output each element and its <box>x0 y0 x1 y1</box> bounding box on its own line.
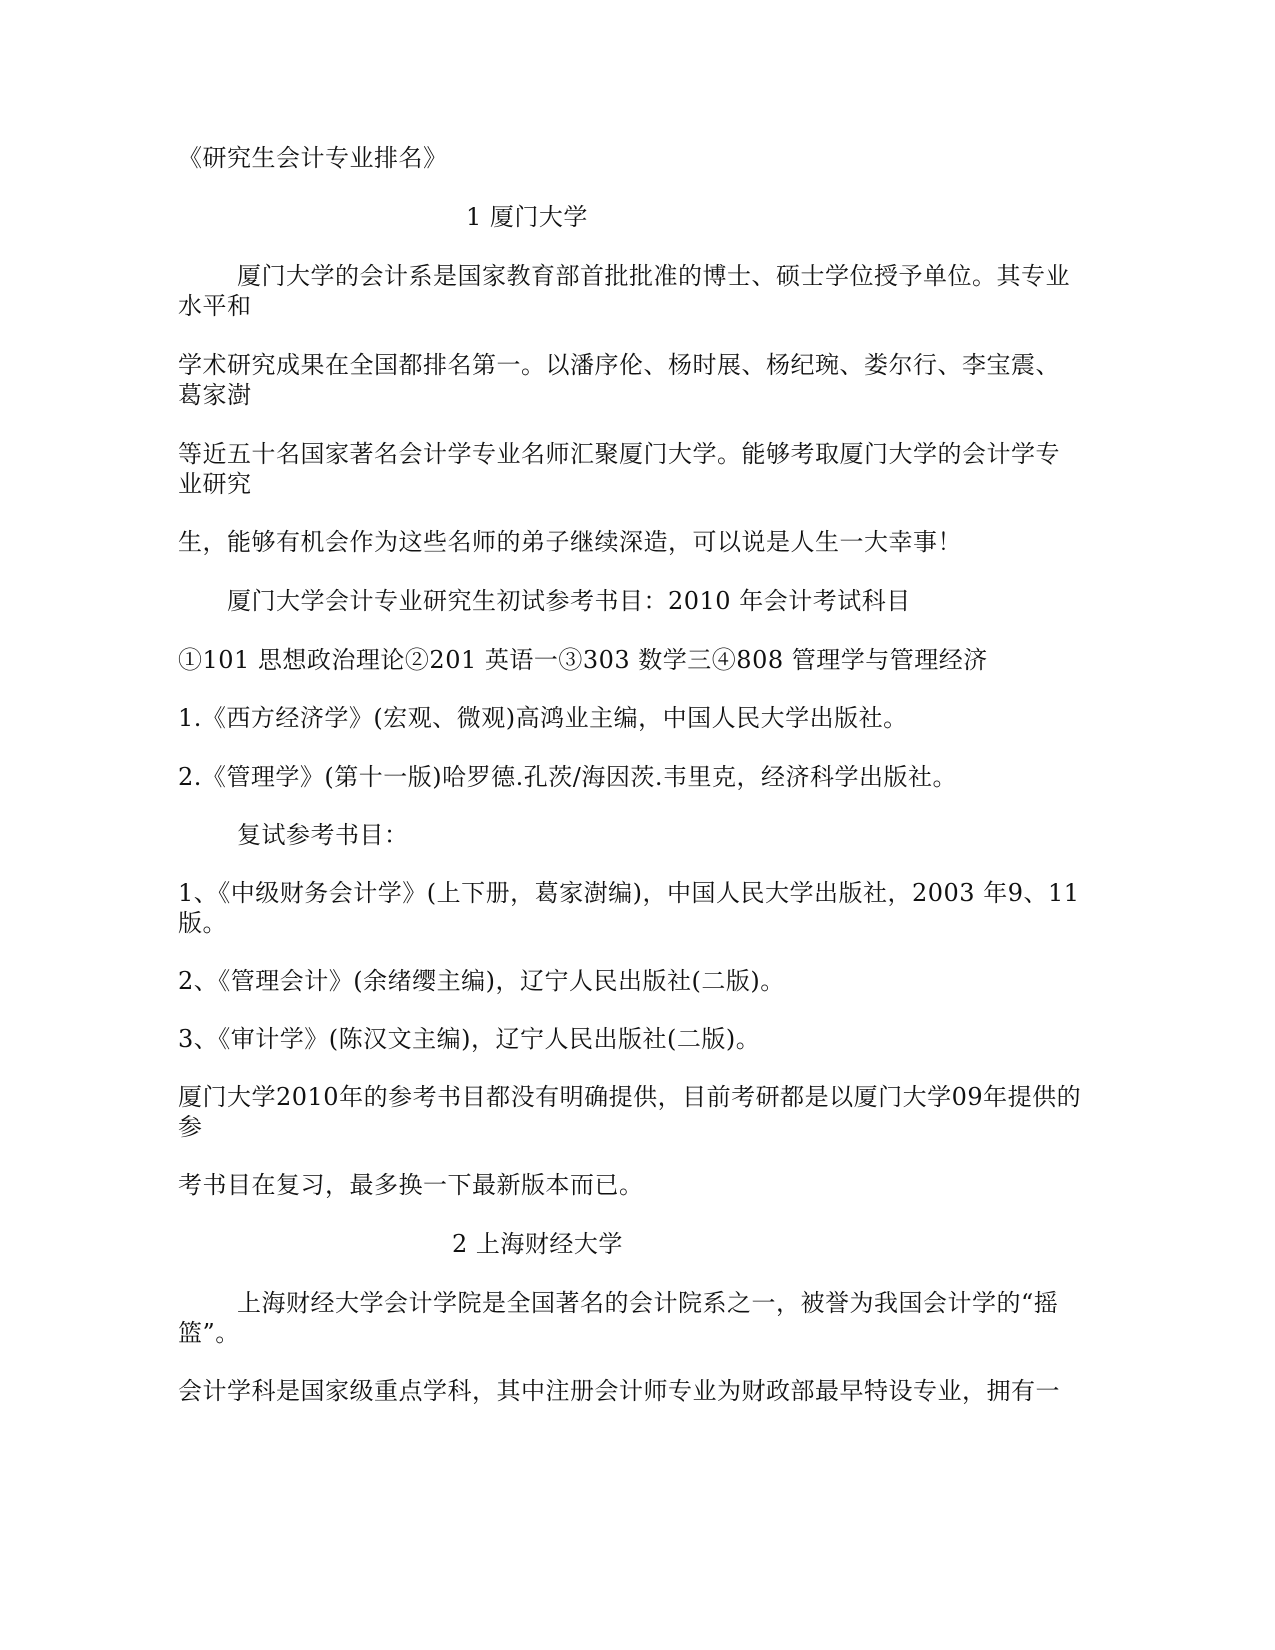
paragraph-line: ①101 思想政治理论②201 英语一③303 数学三④808 管理学与管理经济 <box>178 646 988 674</box>
paragraph-line: 葛家澍 <box>178 381 252 409</box>
paragraph-line: 厦门大学的会计系是国家教育部首批批准的博士、硕士学位授予单位。其专业 <box>237 262 1070 290</box>
section-heading-2: 2 上海财经大学 <box>452 1230 623 1258</box>
paragraph-line: 参 <box>178 1113 203 1141</box>
paragraph-line: 上海财经大学会计学院是全国著名的会计院系之一，被誉为我国会计学的“摇 <box>237 1289 1059 1317</box>
paragraph-line: 考书目在复习，最多换一下最新版本而已。 <box>178 1171 644 1199</box>
paragraph-line: 等近五十名国家著名会计学专业名师汇聚厦门大学。能够考取厦门大学的会计学专 <box>178 440 1060 468</box>
paragraph-line: 厦门大学2010年的参考书目都没有明确提供，目前考研都是以厦门大学09年提供的 <box>178 1083 1082 1111</box>
paragraph-line: 1.《西方经济学》(宏观、微观)高鸿业主编，中国人民大学出版社。 <box>178 704 908 732</box>
paragraph-line: 会计学科是国家级重点学科，其中注册会计师专业为财政部最早特设专业，拥有一 <box>178 1377 1060 1405</box>
paragraph-line: 业研究 <box>178 470 252 498</box>
paragraph-line: 版。 <box>178 909 227 937</box>
paragraph-line: 水平和 <box>178 292 252 320</box>
section-heading-1: 1 厦门大学 <box>466 203 588 231</box>
paragraph-line: 生，能够有机会作为这些名师的弟子继续深造，可以说是人生一大幸事！ <box>178 528 962 556</box>
paragraph-line: 3、《审计学》(陈汉文主编)，辽宁人民出版社(二版)。 <box>178 1025 761 1053</box>
paragraph-line: 篮”。 <box>178 1319 240 1347</box>
paragraph-line: 复试参考书目： <box>237 821 409 849</box>
paragraph-line: 1、《中级财务会计学》(上下册，葛家澍编)，中国人民大学出版社，2003 年9、11 <box>178 879 1080 907</box>
paragraph-line: 厦门大学会计专业研究生初试参考书目：2010 年会计考试科目 <box>227 587 911 615</box>
paragraph-line: 2.《管理学》(第十一版)哈罗德.孔茨/海因茨.韦里克，经济科学出版社。 <box>178 763 957 791</box>
paragraph-line: 2、《管理会计》(余绪缨主编)，辽宁人民出版社(二版)。 <box>178 967 785 995</box>
document-title: 《研究生会计专业排名》 <box>178 144 448 172</box>
paragraph-line: 学术研究成果在全国都排名第一。以潘序伦、杨时展、杨纪琬、娄尔行、李宝震、 <box>178 351 1060 379</box>
